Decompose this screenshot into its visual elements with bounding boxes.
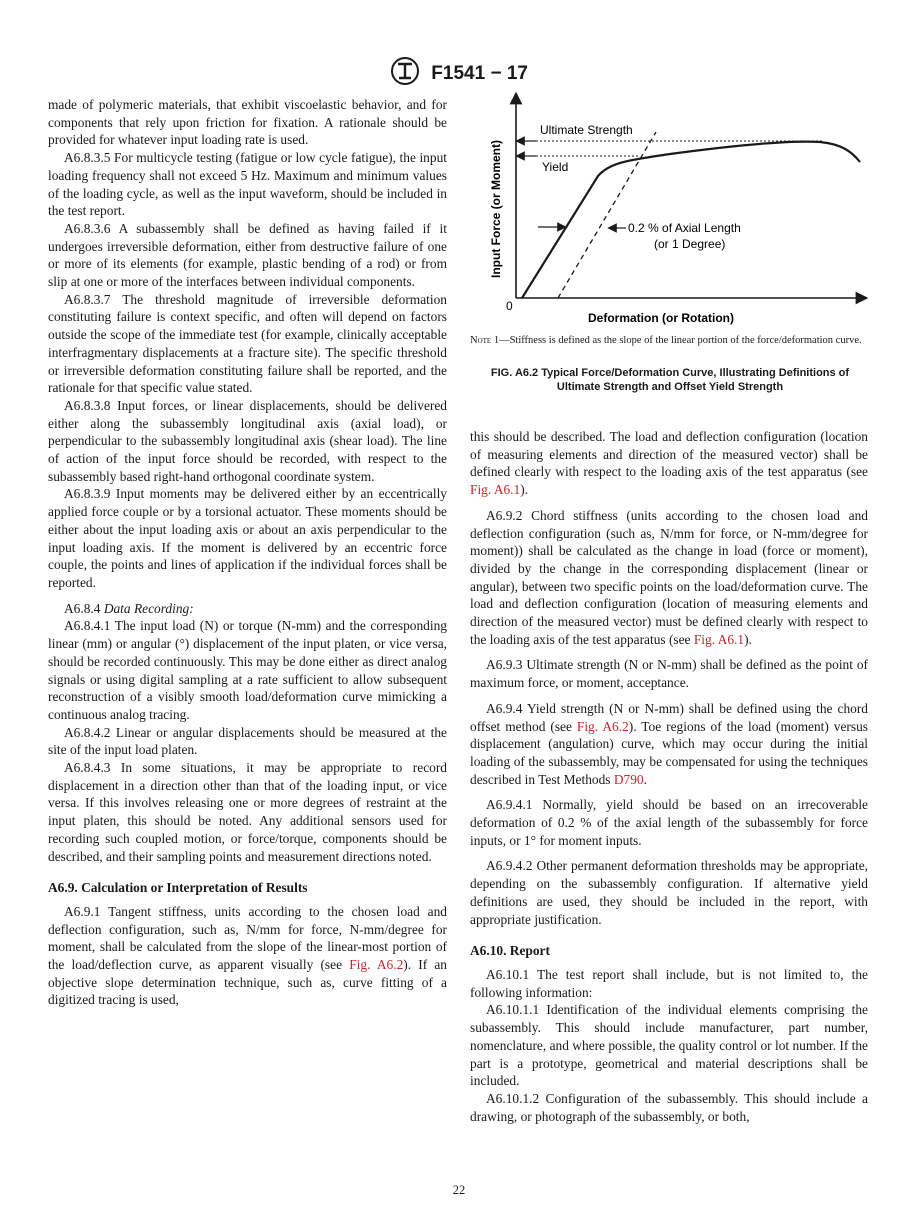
fig-a6-1-link[interactable]: Fig. A6.1 bbox=[470, 482, 521, 498]
paragraph-a6-10-1: A6.10.1 The test report shall include, but is not limited to, the following information: bbox=[470, 966, 868, 1000]
offset-label-line1: 0.2 % of Axial Length bbox=[628, 221, 741, 235]
page-header bbox=[0, 56, 918, 92]
text-run: ). bbox=[744, 631, 752, 647]
text-run: ). Toe regions of the load (moment) versus displacement (angulation) curve, which may occur during the initial loading of the subassembly, may be compensated for using the techniques described in Test Methods bbox=[470, 718, 869, 787]
text-run: ). bbox=[520, 482, 529, 498]
paragraph-a6-9-3: A6.9.3 Ultimate strength (N or N-mm) shall be defined as the point of maximum force, or moment, acceptance. bbox=[470, 657, 868, 691]
section-title: Data Recording: bbox=[103, 600, 194, 616]
paragraph-a6-8-4 bbox=[48, 600, 447, 618]
section-number: A6.8.4 bbox=[64, 600, 101, 616]
origin-label: 0 bbox=[506, 299, 513, 313]
text-run: A6.9.2 Chord stiffness (units according to the chosen load and deflection configuration (such as, N/mm for force, or N-mm/degree for moment)) shall be calculated as the change in load (force or moment), divided by the change in the corresponding displacement (linear or angular), between two specific points on the load/deformation curve. The load and deflection configuration (location of measuring elements and direction of the measured vector) must be defined clearly with respect to the loading axis of the test apparatus (see bbox=[470, 507, 868, 647]
y-axis-label: Input Force (or Moment) bbox=[489, 140, 503, 278]
paragraph-a6-8-4-2: A6.8.4.2 Linear or angular displacements should be measured at the site of the input load platen. bbox=[48, 724, 447, 758]
left-column bbox=[48, 96, 447, 1009]
paragraph: made of polymeric materials, that exhibit viscoelastic behavior, and for components that rely upon friction for fixation. A rationale should be provided for whatever input loading rate is used. bbox=[48, 97, 447, 148]
text-run: ). If an objective slope determination technique, such as, curve fitting of a digitized tracing is used, bbox=[48, 957, 447, 1008]
x-axis-label: Deformation (or Rotation) bbox=[588, 311, 734, 325]
page-number: 22 bbox=[452, 1183, 466, 1197]
section-heading-a6-10: A6.10. Report bbox=[470, 943, 550, 959]
text-run: A6.9.1 Tangent stiffness, units according to the chosen load and deflection configuration, such as, N/mm for force, N-mm/degree for moment, shall be calculated from the slope of the linear-most portion of the load/deflection curve, as apparent visually (see bbox=[48, 903, 447, 973]
paragraph-a6-9-2 bbox=[470, 507, 868, 649]
right-column bbox=[470, 428, 868, 1125]
text-run: . bbox=[643, 771, 647, 787]
astm-logo-icon bbox=[390, 56, 420, 92]
paragraph-a6-8-3-6: A6.8.3.6 A subassembly shall be defined as having failed if it undergoes irreversible deformation, either from destructive failure of one or more of its elements (for example, plastic bending of a rod) or from slip at one or more of the interfaces between individual components. bbox=[48, 220, 447, 290]
force-deformation-figure bbox=[470, 90, 870, 400]
paragraph-a6-8-3-9: A6.8.3.9 Input moments may be delivered either by an eccentrically applied force couple or by a torsional actuator. These moments should be either about the input loading axis or about an axis perpendicular to the input loading axis. If the moment is delivered by an eccentric force couple, the points and lines of application if the individual forces shall be reported. bbox=[48, 486, 447, 590]
note-text: —Stiffness is defined as the slope of the linear portion of the force/deformation curve. bbox=[499, 335, 862, 346]
paragraph-a6-8-3-7: A6.8.3.7 The threshold magnitude of irreversible deformation constituting failure is context specific, and often will depend on factors outside the scope of the immediate test (for example, clinically acceptable interfragmentary displacements at a fracture site). The specific threshold or irreversible deformation constituting failure shall be reported, and the rationale for that specific value stated. bbox=[48, 291, 447, 396]
paragraph-a6-8-4-3: A6.8.4.3 In some situations, it may be appropriate to record displacement in a direction other than that of the loading input, or vice versa. If this involves releasing one or more degrees of restraint at the input platen, this should be noted. Any additional sensors used for recording such coupled motion, or force/torque, components should be described, and their sampling points and measurement directions noted. bbox=[48, 760, 447, 864]
paragraph-a6-9-4-1: A6.9.4.1 Normally, yield should be based on an irrecoverable deformation of 0.2 % of the axial length of the subassembly for force inputs, or 1° for moment inputs. bbox=[470, 797, 868, 848]
fig-a6-2-link[interactable]: Fig. A6.2 bbox=[576, 718, 629, 734]
text-run: A6.9.4 Yield strength (N or N-mm) shall be defined using the chord offset method (see bbox=[470, 700, 868, 734]
figure-note bbox=[470, 334, 870, 348]
paragraph-a6-8-3-8: A6.8.3.8 Input forces, or linear displacements, should be delivered either along the subassembly longitudinal axis (axial load), or perpendicular to the subassembly longitudinal axis (shear load). The line of action of the input force should be recorded, with respect to the subassembly based right-hand orthogonal coordinate system. bbox=[48, 397, 447, 484]
yield-label: Yield bbox=[542, 160, 569, 174]
text-run: this should be described. The load and deflection configuration (location of measuring elements and direction of the measured vector) shall be defined clearly with respect to the loading axis of the test apparatus (see bbox=[470, 429, 868, 480]
paragraph-a6-8-4-1: A6.8.4.1 The input load (N) or torque (N-mm) and the corresponding linear (mm) or angular (°) displacement of the input platen, or vice versa, should be recorded continuously. This may be done either as direct analog signals or using digital sampling at a rate sufficient to allow subsequent reconstruction of a visibly smooth load/deformation curve mimicking a continuous analog tracing. bbox=[48, 618, 447, 722]
figure-caption: FIG. A6.2 Typical Force/Deformation Curve, Illustrating Definitions of Ultimate Strength and Offset Yield Strength bbox=[490, 367, 850, 393]
fig-a6-1-link[interactable]: Fig. A6.1 bbox=[693, 631, 745, 647]
d790-link[interactable]: D790 bbox=[613, 771, 644, 787]
note-prefix: Note 1 bbox=[470, 335, 500, 346]
paragraph-a6-10-1-1: A6.10.1.1 Identification of the individual elements comprising the subassembly. This should include manufacturer, part number, nomenclature, and where possible, the quality control or lot number. If the part is a prototype, geometrical and material descriptions shall be included. bbox=[470, 1002, 868, 1089]
paragraph-a6-8-3-5: A6.8.3.5 For multicycle testing (fatigue or low cycle fatigue), the input loading frequency shall not exceed 5 Hz. Maximum and minimum values of the loading cycle, as well as the input waveform, should be included in the test report. bbox=[48, 150, 447, 219]
document-id: F1541 − 17 bbox=[431, 63, 528, 84]
section-heading-a6-9: A6.9. Calculation or Interpretation of Results bbox=[48, 880, 308, 896]
paragraph-a6-9-4 bbox=[470, 700, 868, 789]
paragraph-a6-9-1 bbox=[48, 903, 447, 1009]
fig-a6-2-link[interactable]: Fig. A6.2 bbox=[349, 957, 404, 973]
force-deformation-chart bbox=[470, 90, 870, 330]
ultimate-strength-label: Ultimate Strength bbox=[540, 123, 633, 137]
force-deformation-curve bbox=[522, 142, 860, 298]
paragraph-a6-9-4-2: A6.9.4.2 Other permanent deformation thresholds may be appropriate, depending on the subassembly configuration. If alternative yield definitions are used, they should be included in the report, with appropriate justification. bbox=[470, 858, 868, 927]
offset-label-line2: (or 1 Degree) bbox=[654, 237, 726, 251]
paragraph bbox=[470, 428, 868, 499]
paragraph-a6-10-1-2: A6.10.1.2 Configuration of the subassembly. This should include a drawing, or photograph of the subassembly, or both, bbox=[470, 1090, 868, 1124]
